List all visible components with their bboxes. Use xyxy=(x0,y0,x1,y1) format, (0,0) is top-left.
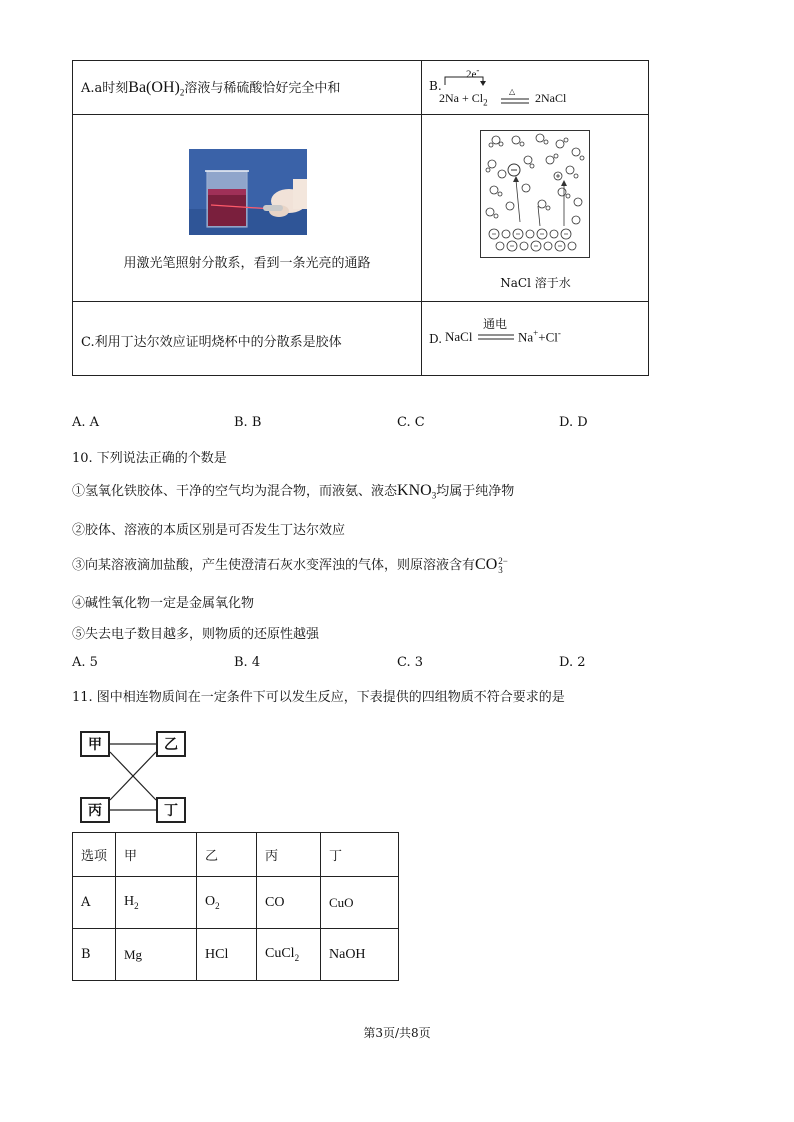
q10-s3-sub: 3 xyxy=(498,564,503,575)
table-row-b xyxy=(73,929,399,981)
cell-d-equals xyxy=(478,333,514,341)
cell-d-cl: +Cl xyxy=(538,329,558,345)
q10-option-c: C. 3 xyxy=(397,655,424,670)
cell-d-na-sup: + xyxy=(533,328,539,338)
row-a-yi xyxy=(197,877,257,929)
header-bing: 丙 xyxy=(257,833,321,877)
cell-b-equation-right: 2NaCl xyxy=(535,91,567,105)
q10-s3-sup: 2− xyxy=(498,555,508,566)
q10-s3-pre: ③向某溶液滴加盐酸，产生使澄清石灰水变浑浊的气体，则原溶液含有 xyxy=(72,558,476,573)
row-b-bing-text: CuCl xyxy=(265,946,295,962)
header-ding: 丁 xyxy=(321,833,399,877)
table-divider-row2 xyxy=(73,301,648,302)
equals-sign xyxy=(501,97,529,105)
row-a-bing: CO xyxy=(257,877,321,929)
electron-count-sup: - xyxy=(476,65,480,75)
row-b-bing xyxy=(257,929,321,981)
table-divider-row1 xyxy=(73,114,648,115)
row-b-label: B xyxy=(73,929,116,981)
row-a-jia-sub: 2 xyxy=(134,900,139,911)
box-jia: 甲 xyxy=(80,731,110,757)
cell-b-eq-left-sub: 2 xyxy=(483,97,488,108)
q10-s1-sub: 3 xyxy=(431,490,437,501)
page-footer: 第3页/共8页 xyxy=(363,1026,431,1040)
row-b-yi: HCl xyxy=(197,929,257,981)
row-a-jia xyxy=(116,877,197,929)
q10-stem: 10. 下列说法正确的个数是 xyxy=(72,451,227,466)
cell-a-suffix: 溶液与稀硫酸恰好完全中和 xyxy=(184,81,341,96)
q10-option-a: A. 5 xyxy=(72,655,98,670)
laser-caption: 用激光笔照射分散系，看到一条光亮的通路 xyxy=(123,256,371,271)
q10-option-d: D. 2 xyxy=(559,655,586,670)
q10-option-b: B. 4 xyxy=(234,655,261,670)
row-a-jia-text: H xyxy=(124,894,135,910)
q10-s3-formula: CO xyxy=(475,556,498,573)
q10-statement-1 xyxy=(72,480,514,501)
table-row-a xyxy=(73,877,399,929)
q10-s3-scripts xyxy=(498,557,508,575)
cell-d-na: Na xyxy=(518,329,534,345)
cell-c-text: C.利用丁达尔效应证明烧杯中的分散系是胶体 xyxy=(81,335,342,350)
box-bing: 丙 xyxy=(80,797,110,823)
cell-d-condition: 通电 xyxy=(483,317,508,331)
q9-option-d: D. D xyxy=(559,415,588,430)
q10-s1-formula: KNO xyxy=(397,482,432,499)
q10-statement-2: ②胶体、溶液的本质区别是可否发生丁达尔效应 xyxy=(72,523,346,538)
row-a-label: A xyxy=(73,877,116,929)
cell-d-cl-sup: - xyxy=(557,328,561,338)
cell-a-text xyxy=(81,77,340,98)
question9-table xyxy=(72,60,649,376)
q9-option-b: B. B xyxy=(234,415,262,430)
table-divider-vertical xyxy=(421,61,422,375)
q10-statement-5: ⑤失去电子数目越多，则物质的还原性越强 xyxy=(72,627,320,642)
q10-statement-4: ④碱性氧化物一定是金属氧化物 xyxy=(72,596,255,611)
laser-beaker-photo xyxy=(189,149,307,235)
row-b-bing-sub: 2 xyxy=(294,952,300,963)
header-option: 选项 xyxy=(73,833,116,877)
cell-b-label: B. xyxy=(429,79,442,93)
cell-a-formula: Ba(OH) xyxy=(128,79,180,96)
q10-statement-3 xyxy=(72,554,508,575)
electron-count xyxy=(466,65,479,81)
q11-stem: 11. 图中相连物质间在一定条件下可以发生反应，下表提供的四组物质不符合要求的是 xyxy=(72,690,565,705)
cell-b-equation-left xyxy=(439,91,488,107)
header-jia: 甲 xyxy=(116,833,197,877)
q9-option-c: C. C xyxy=(397,415,425,430)
table-header-row xyxy=(73,833,399,877)
q11-options-table xyxy=(72,832,399,981)
cell-d-right xyxy=(518,328,561,345)
box-ding: 丁 xyxy=(156,797,186,823)
q10-s1-post: 均属于纯净物 xyxy=(436,484,515,499)
electron-count-text: 2e xyxy=(466,68,477,81)
q10-s1-pre: ①氢氧化铁胶体、干净的空气均为混合物，而液氨、液态 xyxy=(72,484,398,499)
row-a-yi-text: O xyxy=(205,894,216,910)
box-yi: 乙 xyxy=(156,731,186,757)
cell-b-eq-left-text: 2Na + Cl xyxy=(439,91,484,105)
q9-option-a: A. A xyxy=(72,415,100,430)
heat-triangle: △ xyxy=(509,87,516,96)
nacl-caption: NaCl 溶于水 xyxy=(500,276,571,290)
header-yi: 乙 xyxy=(197,833,257,877)
cell-a-prefix: A.a时刻 xyxy=(81,81,129,96)
nacl-dissolution-diagram xyxy=(480,130,590,258)
row-b-jia: Mg xyxy=(116,929,197,981)
row-a-ding: CuO xyxy=(321,877,399,929)
cell-d-label: D. xyxy=(429,332,443,346)
row-a-yi-sub: 2 xyxy=(215,900,220,911)
cell-a-formula-sub: 2 xyxy=(179,87,185,98)
row-b-ding: NaOH xyxy=(321,929,399,981)
cell-d-left: NaCl xyxy=(445,329,473,344)
